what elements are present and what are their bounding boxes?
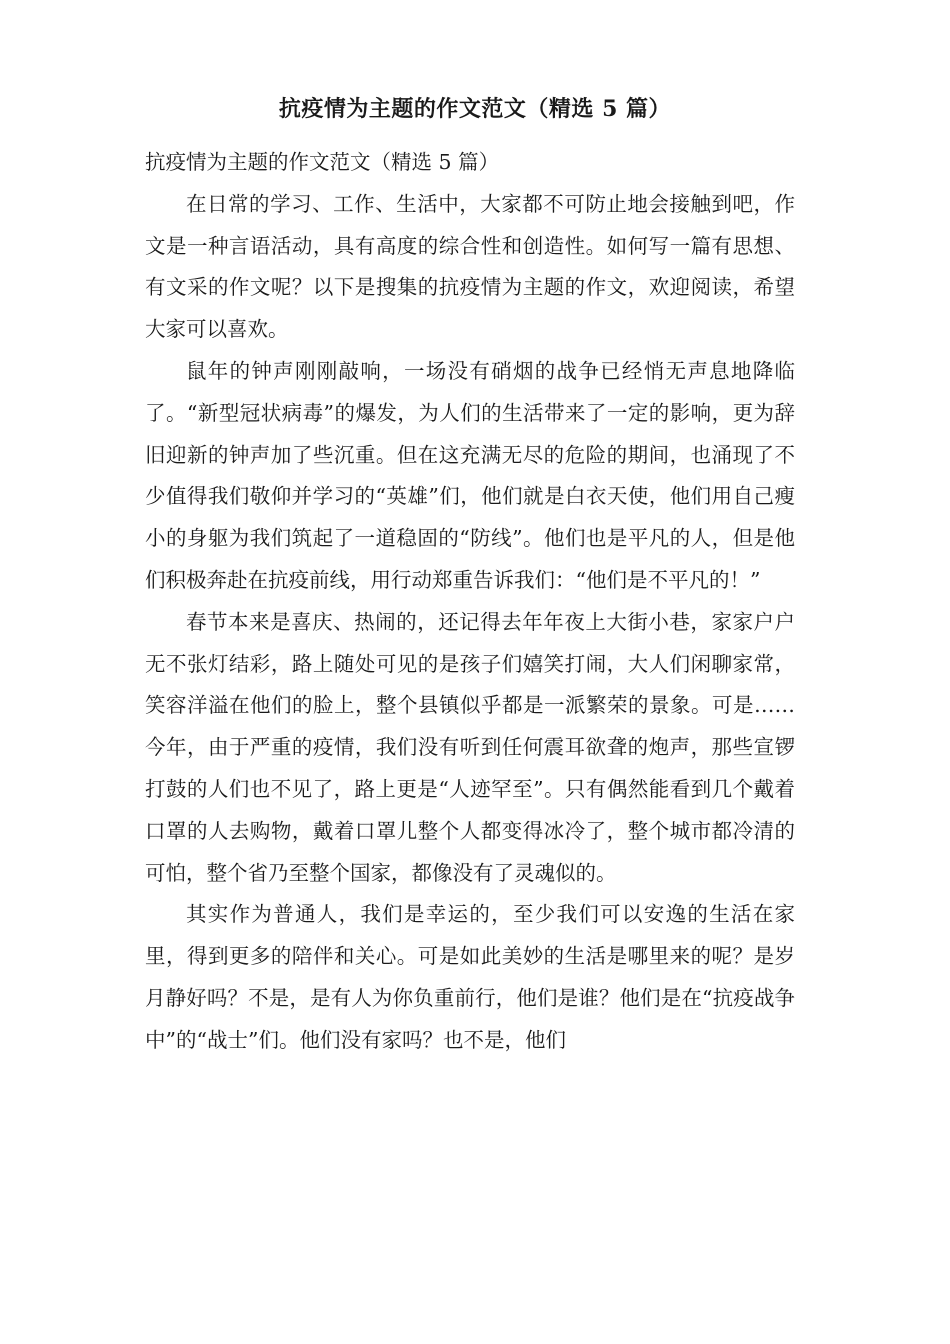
document-subtitle: 抗疫情为主题的作文范文（精选 5 篇） <box>145 150 500 174</box>
document-body <box>145 142 795 1062</box>
paragraph-4: 其实作为普通人，我们是幸运的，至少我们可以安逸的生活在家里，得到更多的陪伴和关心。可是如此美妙的生活是哪里来的呢？是岁月静好吗？不是，是有人为你负重前行，他们是谁？他们是在“抗疫战争中”的“战士”们。他们没有家吗？也不是，他们 <box>145 902 795 1052</box>
document-title: 抗疫情为主题的作文范文（精选 5 篇） <box>278 96 672 122</box>
paragraph-1: 在日常的学习、工作、生活中，大家都不可防止地会接触到吧，作文是一种言语活动，具有高度的综合性和创造性。如何写一篇有思想、有文采的作文呢？以下是搜集的抗疫情为主题的作文，欢迎阅读，希望大家可以喜欢。 <box>145 191 795 342</box>
paragraph-2: 鼠年的钟声刚刚敲响，一场没有硝烟的战争已经悄无声息地降临了。“新型冠状病毒”的爆发，为人们的生活带来了一定的影响，更为辞旧迎新的钟声加了些沉重。但在这充满无尽的危险的期间，也涌现了不少值得我们敬仰并学习的“英雄”们，他们就是白衣天使，他们用自己瘦小的身躯为我们筑起了一道稳固的“防线”。他们也是平凡的人，但是他们积极奔赴在抗疫前线，用行动郑重告诉我们：“他们是不平凡的！” <box>145 358 795 592</box>
paragraph-3: 春节本来是喜庆、热闹的，还记得去年年夜上大街小巷，家家户户无不张灯结彩，路上随处可见的是孩子们嬉笑打闹，大人们闲聊家常，笑容洋溢在他们的脸上，整个县镇似乎都是一派繁荣的景象。可是……今年，由于严重的疫情，我们没有听到任何震耳欲聋的炮声，那些宣锣打鼓的人们也不见了，路上更是“人迹罕至”。只有偶然能看到几个戴着口罩的人去购物，戴着口罩儿整个人都变得冰冷了，整个城市都冷清的可怕，整个省乃至整个国家，都像没有了灵魂似的。 <box>145 609 795 885</box>
